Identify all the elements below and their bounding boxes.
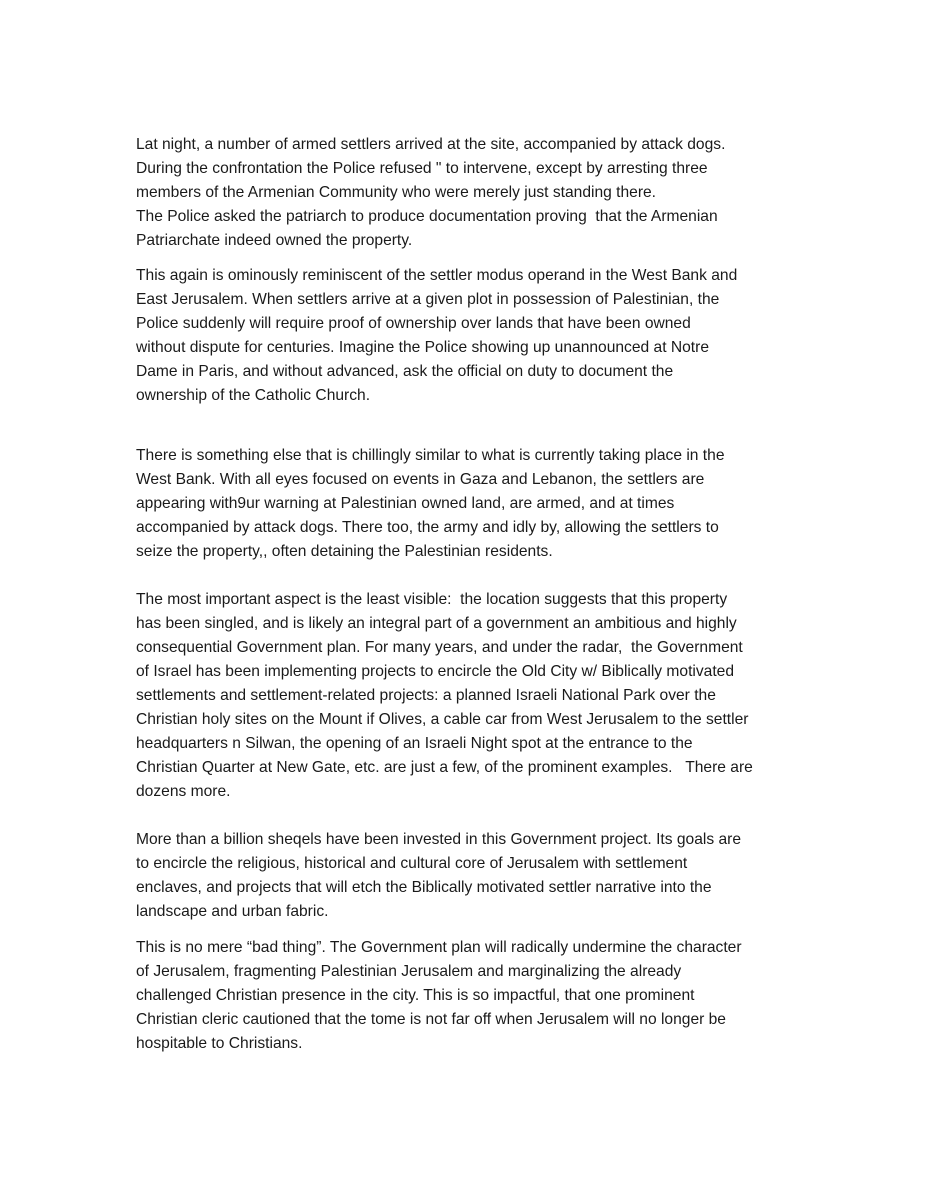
- paragraph-settlers-arrival: [136, 133, 808, 253]
- text-line: There is something else that is chillingly similar to what is currently taking place in the: [136, 447, 725, 464]
- text-line: Dame in Paris, and without advanced, ask the official on duty to document the: [136, 363, 674, 380]
- paragraph-modus-operandi: [136, 264, 808, 408]
- text-line: More than a billion sheqels have been invested in this Government project. Its goals are: [136, 831, 742, 848]
- paragraph-impact: [136, 936, 808, 1056]
- text-line: Lat night, a number of armed settlers arrived at the site, accompanied by attack dogs.: [136, 136, 726, 153]
- text-line: hospitable to Christians.: [136, 1035, 303, 1052]
- text-line: accompanied by attack dogs. There too, the army and idly by, allowing the settlers to: [136, 519, 719, 536]
- text-line: has been singled, and is likely an integral part of a government an ambitious and highly: [136, 615, 737, 632]
- text-line: During the confrontation the Police refused " to intervene, except by arresting three: [136, 160, 708, 177]
- text-line: settlements and settlement-related projects: a planned Israeli National Park over the: [136, 687, 716, 704]
- text-line: Christian holy sites on the Mount if Olives, a cable car from West Jerusalem to the settler: [136, 711, 749, 728]
- text-line: seize the property,, often detaining the Palestinian residents.: [136, 543, 553, 560]
- text-line: members of the Armenian Community who were merely just standing there.: [136, 184, 657, 201]
- paragraph-investment: [136, 828, 808, 924]
- text-line: Police suddenly will require proof of ownership over lands that have been owned: [136, 315, 691, 332]
- text-line: West Bank. With all eyes focused on events in Gaza and Lebanon, the settlers are: [136, 471, 705, 488]
- text-line: dozens more.: [136, 783, 231, 800]
- text-line: appearing with9ur warning at Palestinian owned land, are armed, and at times: [136, 495, 675, 512]
- text-line: East Jerusalem. When settlers arrive at a given plot in possession of Palestinian, the: [136, 291, 720, 308]
- text-line: of Jerusalem, fragmenting Palestinian Jerusalem and marginalizing the already: [136, 963, 682, 980]
- text-line: This is no mere “bad thing”. The Government plan will radically undermine the character: [136, 939, 742, 956]
- text-line: The most important aspect is the least visible: the location suggests that this property: [136, 591, 728, 608]
- paragraph-government-plan: [136, 588, 808, 804]
- text-line: challenged Christian presence in the city. This is so impactful, that one prominent: [136, 987, 695, 1004]
- paragraph-west-bank-similarity: [136, 444, 808, 564]
- text-line: of Israel has been implementing projects to encircle the Old City w/ Biblically motivated: [136, 663, 735, 680]
- text-line: The Police asked the patriarch to produce documentation proving that the Armenian: [136, 208, 718, 225]
- text-line: Christian cleric cautioned that the tome is not far off when Jerusalem will no longer be: [136, 1011, 726, 1028]
- text-line: Patriarchate indeed owned the property.: [136, 232, 413, 249]
- text-line: without dispute for centuries. Imagine the Police showing up unannounced at Notre: [136, 339, 709, 356]
- text-line: ownership of the Catholic Church.: [136, 387, 371, 404]
- text-line: enclaves, and projects that will etch the Biblically motivated settler narrative into the: [136, 879, 712, 896]
- text-line: This again is ominously reminiscent of the settler modus operand in the West Bank and: [136, 267, 738, 284]
- text-line: Christian Quarter at New Gate, etc. are just a few, of the prominent examples. There are: [136, 759, 753, 776]
- text-line: headquarters n Silwan, the opening of an Israeli Night spot at the entrance to the: [136, 735, 693, 752]
- text-line: consequential Government plan. For many years, and under the radar, the Government: [136, 639, 743, 656]
- text-line: to encircle the religious, historical and cultural core of Jerusalem with settlement: [136, 855, 688, 872]
- text-line: landscape and urban fabric.: [136, 903, 329, 920]
